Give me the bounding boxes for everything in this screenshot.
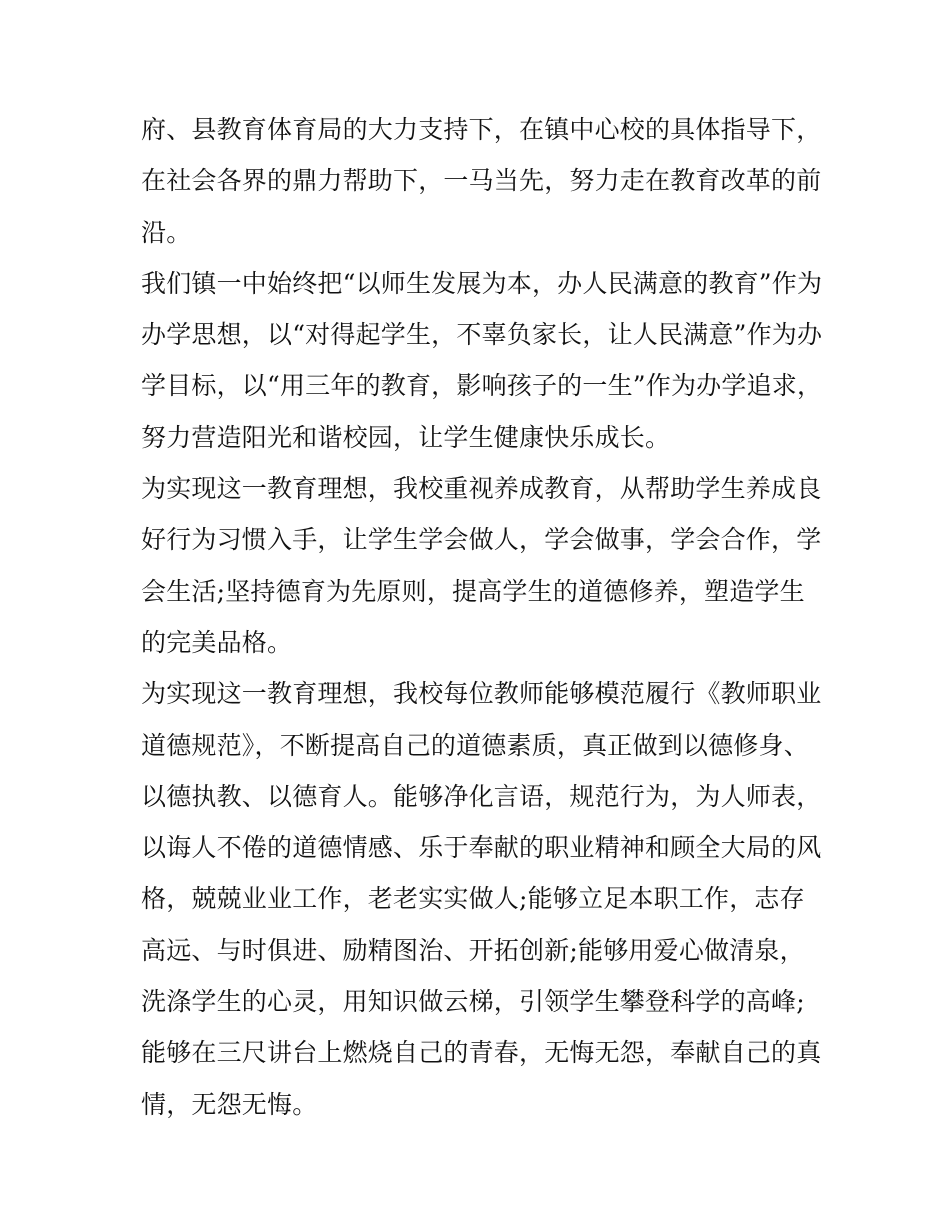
text-line: 格，兢兢业业工作，老老实实做人;能够立足本职工作，志存: [141, 884, 805, 914]
text-line: 能够在三尺讲台上燃烧自己的青春，无悔无怨，奉献自己的真: [141, 1038, 822, 1068]
text-line: 以诲人不倦的道德情感、乐于奉献的职业精神和顾全大局的风: [141, 833, 822, 863]
text-line: 高远、与时俱进、励精图治、开拓创新;能够用爱心做清泉，: [141, 935, 805, 965]
text-line: 我们镇一中始终把“以师生发展为本，办人民满意的教育”作为: [141, 268, 823, 298]
text-line: 以德执教、以德育人。能够净化言语，规范行为，为人师表，: [141, 781, 822, 811]
document-body: [141, 104, 821, 1130]
text-line: 沿。: [141, 217, 192, 247]
text-line: 府、县教育体育局的大力支持下，在镇中心校的具体指导下，: [141, 115, 822, 144]
text-line: 的完美品格。: [141, 627, 293, 657]
text-line: 学目标，以“用三年的教育，影响孩子的一生”作为办学追求，: [141, 371, 823, 401]
text-line: 在社会各界的鼎力帮助下，一马当先，努力走在教育改革的前: [141, 166, 822, 196]
text-line: 为实现这一教育理想，我校每位教师能够模范履行《教师职业: [141, 679, 822, 709]
text-line: 办学思想，以“对得起学生，不辜负家长，让人民满意”作为办: [141, 320, 823, 350]
text-line: 洗涤学生的心灵，用知识做云梯，引领学生攀登科学的高峰;: [141, 987, 805, 1017]
text-line: 情，无怨无悔。: [141, 1089, 318, 1119]
text-line: 为实现这一教育理想，我校重视养成教育，从帮助学生养成良: [141, 474, 822, 504]
text-line: 努力营造阳光和谐校园，让学生健康快乐成长。: [141, 422, 671, 452]
text-line: 好行为习惯入手，让学生学会做人，学会做事，学会合作，学: [141, 525, 822, 555]
text-line: 道德规范》，不断提高自己的道德素质，真正做到以德修身、: [141, 730, 809, 760]
text-line: 会生活;坚持德育为先原则，提高学生的道德修养，塑造学生: [141, 576, 805, 606]
